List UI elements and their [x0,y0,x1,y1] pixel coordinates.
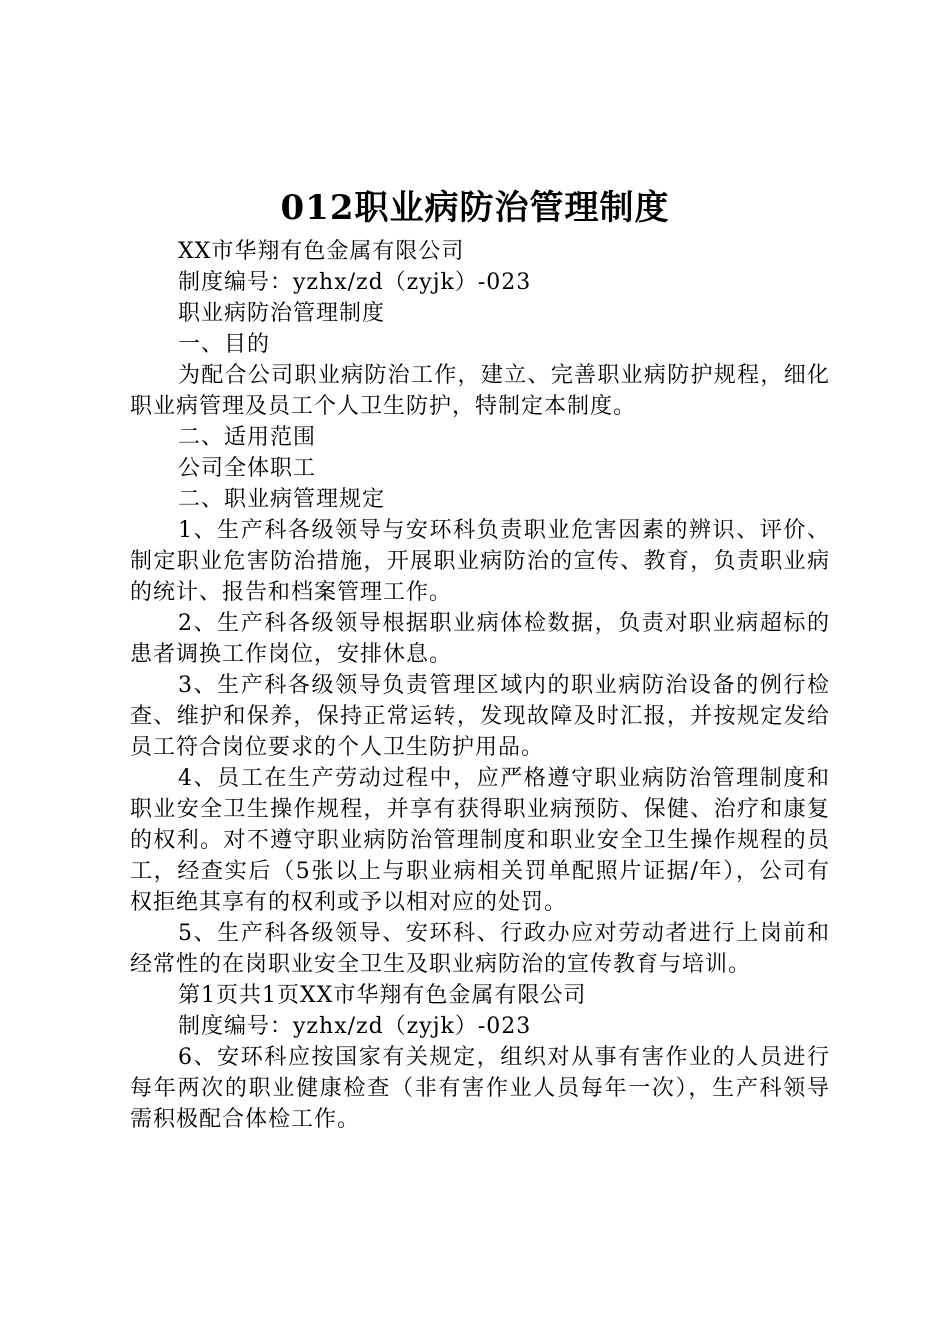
purpose-paragraph: 为配合公司职业病防治工作，建立、完善职业病防护规程，细化职业病管理及员工个人卫生防护，特制定本制度。 [130,363,830,419]
rule-item-4: 4、员工在生产劳动过程中，应严格遵守职业病防治管理制度和职业安全卫生操作规程，并享有获得职业病预防、保健、治疗和康复的权利。对不遵守职业病防治管理制度和职业安全卫生操作规程的员工，经查实后（5张以上与职业病相关罚单配照片证据/年），公司有权拒绝其享有的权利或予以相对应的处罚。 [130,766,830,915]
scope-paragraph: 公司全体职工 [178,456,317,481]
regulation-number-repeat: 制度编号：yzhx/zd（zyjk）-023 [178,1014,532,1039]
document-body [130,236,830,1135]
page-footer-line: 第1页共1页XX市华翔有色金属有限公司 [178,983,587,1008]
section-heading-scope: 二、适用范围 [178,425,317,450]
section-heading-purpose: 一、目的 [178,332,271,357]
section-heading-rules: 二、职业病管理规定 [178,487,386,512]
rule-item-6: 6、安环科应按国家有关规定，组织对从事有害作业的人员进行每年两次的职业健康检查（非有害作业人员每年一次），生产科领导需积极配合体检工作。 [130,1045,830,1132]
rule-item-1: 1、生产科各级领导与安环科负责职业危害因素的辨识、评价、制定职业危害防治措施，开展职业病防治的宣传、教育，负责职业病的统计、报告和档案管理工作。 [130,518,830,605]
regulation-number: 制度编号：yzhx/zd（zyjk）-023 [178,270,532,295]
rule-item-3: 3、生产科各级领导负责管理区域内的职业病防治设备的例行检查、维护和保养，保持正常运转，发现故障及时汇报，并按规定发给员工符合岗位要求的个人卫生防护用品。 [130,673,830,760]
rule-item-5: 5、生产科各级领导、安环科、行政办应对劳动者进行上岗前和经常性的在岗职业安全卫生及职业病防治的宣传教育与培训。 [130,921,830,977]
regulation-name: 职业病防治管理制度 [178,301,386,326]
rule-item-2: 2、生产科各级领导根据职业病体检数据，负责对职业病超标的患者调换工作岗位，安排休息。 [130,611,830,667]
company-name: XX市华翔有色金属有限公司 [178,239,465,264]
document-title: 012职业病防治管理制度 [280,188,670,228]
